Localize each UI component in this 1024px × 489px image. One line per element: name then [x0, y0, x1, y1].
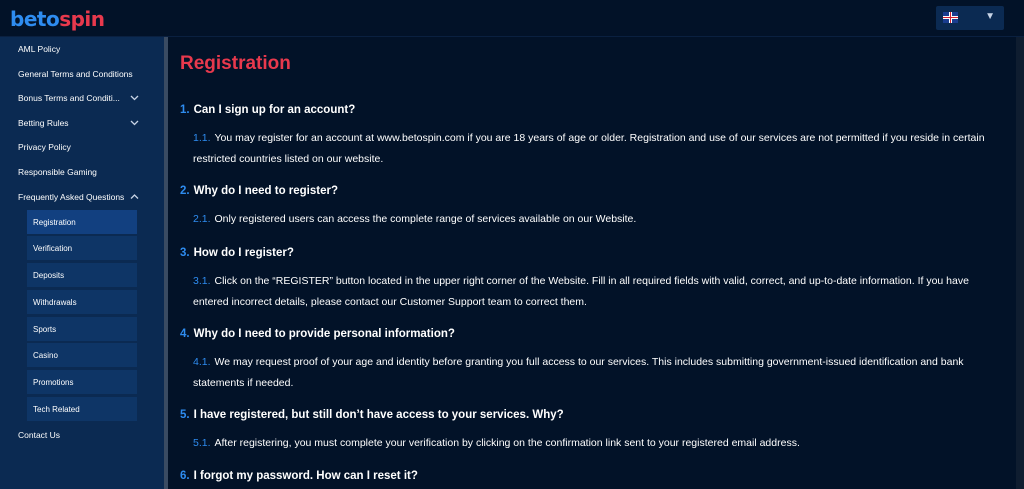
- question-text: I have registered, but still don’t have access to your services. Why?: [193, 409, 564, 421]
- question-text: Can I sign up for an account?: [193, 104, 356, 116]
- question-number: 1.: [180, 104, 190, 116]
- faq-answer: [193, 433, 993, 454]
- uk-flag-icon: [943, 12, 958, 23]
- faq-subitem-promotions[interactable]: Promotions: [27, 370, 137, 395]
- sidebar-item-responsible-gaming[interactable]: [0, 160, 150, 184]
- sidebar-item-label: AML Policy: [18, 44, 61, 54]
- faq-answer: [193, 128, 993, 169]
- answer-number: 3.1.: [193, 275, 211, 287]
- faq-answer: [193, 352, 993, 393]
- sidebar-item-label: Bonus Terms and Conditi...: [18, 93, 120, 103]
- answer-text: You may register for an account at www.betospin.com if you are 18 years of age or older. Registration and use of our services are not permitted if you reside in certain restricted countries listed on our website.: [193, 132, 985, 165]
- answer-text: Only registered users can access the complete range of services available on our Website.: [214, 213, 637, 225]
- page-title: Registration: [180, 53, 291, 74]
- faq-subitem-casino[interactable]: Casino: [27, 343, 137, 368]
- answer-number: 2.1.: [193, 213, 211, 225]
- sidebar-item-label: Frequently Asked Questions: [18, 192, 125, 202]
- question-text: Why do I need to provide personal information?: [193, 328, 455, 340]
- sidebar-item-faq[interactable]: [0, 185, 150, 209]
- answer-number: 4.1.: [193, 356, 211, 368]
- sidebar-item-contact-us[interactable]: [0, 423, 150, 447]
- question-text: Why do I need to register?: [193, 185, 338, 197]
- logo-text-beto: beto: [10, 7, 60, 31]
- betospin-logo[interactable]: [10, 7, 105, 31]
- sidebar-item-label: Responsible Gaming: [18, 167, 97, 177]
- sidebar-item-label: Betting Rules: [18, 118, 69, 128]
- faq-question: [180, 470, 418, 482]
- answer-number: 5.1.: [193, 437, 211, 449]
- answer-text: Click on the “REGISTER” button located in the upper right corner of the Website. Fill in all required fields with valid, correct, and up-to-date information. If you have entered incorrect details, please contact our Customer Support team to correct them.: [193, 275, 969, 308]
- sidebar-item-label: General Terms and Conditions: [18, 69, 133, 79]
- faq-subitem-registration[interactable]: Registration: [27, 210, 137, 235]
- answer-text: We may request proof of your age and identity before granting you full access to our services. This includes submitting government-issued identification and bank statements if needed.: [193, 356, 964, 389]
- sidebar: [0, 37, 164, 489]
- faq-question: [180, 104, 355, 116]
- sidebar-item-label: Contact Us: [18, 430, 61, 440]
- question-number: 5.: [180, 409, 190, 421]
- faq-answer: [193, 271, 993, 312]
- chevron-down-icon: ▼: [985, 11, 995, 22]
- question-number: 4.: [180, 328, 190, 340]
- sidebar-item-privacy-policy[interactable]: [0, 135, 150, 159]
- faq-subitem-tech-related[interactable]: Tech Related: [27, 397, 137, 422]
- faq-subitem-withdrawals[interactable]: Withdrawals: [27, 290, 137, 315]
- faq-subitem-deposits[interactable]: Deposits: [27, 263, 137, 288]
- main-scrollbar[interactable]: [1016, 37, 1024, 489]
- question-number: 2.: [180, 185, 190, 197]
- sidebar-item-betting-rules[interactable]: [0, 111, 150, 135]
- sidebar-item-general-terms[interactable]: [0, 62, 150, 86]
- sidebar-item-bonus-terms[interactable]: [0, 86, 150, 110]
- answer-number: 1.1.: [193, 132, 211, 144]
- top-header: [0, 0, 1024, 37]
- question-text: How do I register?: [193, 247, 294, 259]
- language-selector[interactable]: [936, 6, 1004, 30]
- faq-question: [180, 409, 564, 421]
- main-content: [168, 37, 1016, 489]
- faq-answer: [193, 209, 993, 230]
- faq-question: [180, 247, 294, 259]
- faq-question: [180, 328, 455, 340]
- faq-subitem-sports[interactable]: Sports: [27, 317, 137, 342]
- question-number: 6.: [180, 470, 190, 482]
- logo-text-spin: spin: [59, 7, 105, 31]
- sidebar-item-aml-policy[interactable]: [0, 37, 150, 61]
- answer-text: After registering, you must complete your verification by clicking on the confirmation link sent to your registered email address.: [214, 437, 800, 449]
- sidebar-item-label: Privacy Policy: [18, 142, 71, 152]
- faq-subitem-verification[interactable]: Verification: [27, 236, 137, 261]
- question-number: 3.: [180, 247, 190, 259]
- faq-question: [180, 185, 338, 197]
- question-text: I forgot my password. How can I reset it?: [193, 470, 418, 482]
